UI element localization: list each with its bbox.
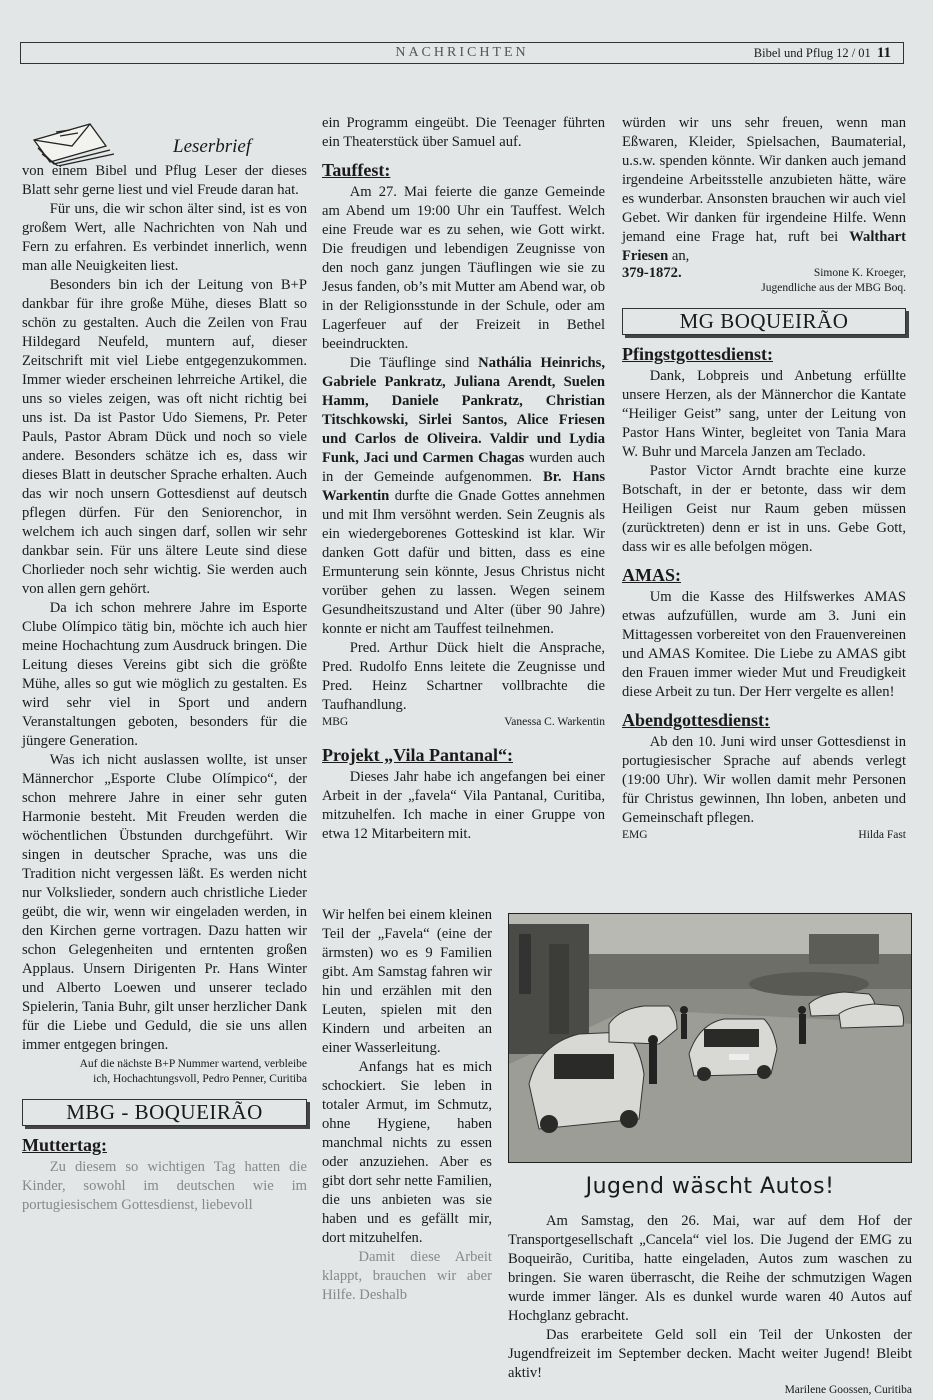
- mg-boqueirao-box: MG BOQUEIRÃO: [622, 308, 906, 335]
- pfingst-heading: Pfingstgottesdienst:: [622, 344, 773, 364]
- sig-org: MBG: [322, 716, 349, 728]
- contact-phone: 379-1872.: [622, 265, 682, 281]
- leserbrief-closing: [22, 1057, 307, 1087]
- envelope-icon: [30, 118, 120, 166]
- page-number: 11: [876, 45, 891, 61]
- closing-line: Auf die nächste B+P Nummer wartend, verbleibe: [79, 1058, 307, 1070]
- vila-continued: [622, 114, 906, 266]
- column-middle: [322, 114, 605, 844]
- contact-name: Walthart Friesen: [622, 229, 906, 264]
- abend-heading: Abendgottesdienst:: [622, 710, 771, 730]
- vila-para: Wir helfen bei einem kleinen Teil der „Favela“ (eine der ärmsten) wo es 9 Familien gibt. Am Samstag fahren wir hin und erzählen mit den Leuten, spielen mit den Kindern und arbeiten an einer Wasserleitung.: [322, 907, 492, 1056]
- text-run: an,: [671, 248, 690, 264]
- jugend-title: Jugend wäscht Autos!: [585, 1174, 835, 1199]
- jugend-para: Am Samstag, den 26. Mai, war auf dem Hof der Transportgesellschaft „Cancela“ viel los. Die Jugend der EMG zu Boqueirão, Curitiba, hatte eingeladen, Autos zum waschen zu bringen. Sie waren überrascht, die Reihe der schmutzigen Wagen wurde immer länger. Als es dunkel wurde waren 40 Autos auf Hochglanz gebracht.: [508, 1213, 912, 1324]
- leserbrief-para: von einem Bibel und Pflug Leser der dieses Blatt sehr gerne liest und viel Freude daran hat.: [22, 163, 307, 198]
- leserbrief-para: Besonders bin ich der Leitung von B+P dankbar für ihre große Mühe, dieses Blatt so schön zu gestalten. Auch die Zeilen von Frau Hildegard Neufeld, muntern auf, dieser Zeitschrift mit viel Liebe entgegenzukommen. Immer wieder erscheinen lehrreiche Artikel, die uns so vieles zeigen, was oft nicht richtig bei uns ist. Da ist Pastor Udo Siemens, Pr. Peter Pauls, Pastor Abram Dück und noch so viele andere. Besonders schätze ich es, dass wir dieses Blatt in deutscher Sprache erhalten. Auch das wir noch unsern Gottesdienst auf deutsch pflegen dürfen. Für den Seniorenchor, in welchem ich auch singen darf, sollen wir sehr dankbar sein. Für uns ältere Leute sind diese Chorlieder noch sehr wichtig. Sie werden auch von allen gern gehört.: [22, 277, 307, 597]
- amas-para: Um die Kasse des Hilfswerkes AMAS etwas aufzufüllen, wurde am 3. Juni ein Mittagessen vorbereitet von den Frauenvereinen und AMAS Komitee. Die Liebe zu AMAS gibt den Frauen immer wieder Mut und Freudigkeit diese Arbeit zu tun. Der Herr vergelte es allen!: [622, 589, 906, 700]
- jugend-para: Das erarbeitete Geld soll ein Teil der Unkosten der Jugendfreizeit im September decken. Macht weiter Jugend! Bleibt aktiv!: [508, 1327, 912, 1381]
- abend-para: Ab den 10. Juni wird unser Gottesdienst in portugiesischer Sprache auf abends verlegt (19:00 Uhr). Wir wollen damit mehr Personen für Christus gewinnen, Ihn loben, anbeten und Gemeinschaft pflegen.: [622, 734, 906, 826]
- tauffest-para: Am 27. Mai feierte die ganze Gemeinde am Abend um 19:00 Uhr ein Tauffest. Welch eine Freude war es zu sehen, wie Gott wirkt. Die freudigen und lebendigen Zeugnisse von den noch ganz jungen Täuflingen wie sie zu Jesus fanden, ob’s mit Mutter am Abend war, ob in der Religionsstunde in der Schule, oder am Lagerfeuer auf der Freizeit in Bethel beeindruckten.: [322, 184, 605, 352]
- muttertag-heading: Muttertag:: [22, 1135, 107, 1155]
- leserbrief-heading: [30, 118, 290, 166]
- vila-para: Anfangs hat es mich schockiert. Sie leben in totaler Armut, im Schmutz, ohne Hygiene, haben manchmal nichts zu essen oder anzuziehen. Aber es gibt dort sehr nette Familien, die uns anbieten was sie haben und es gefällt mir, dort mitzuhelfen.: [322, 1059, 492, 1246]
- section-title: NACHRICHTEN: [395, 45, 529, 60]
- leserbrief-para: Da ich schon mehrere Jahre im Esporte Clube Olímpico tätig bin, möchte ich auch hier meine Hochachtung zum Ausdruck bringen. Die Leitung dieses Vereins gibt sich die größte Mühe, alles so gut wie möglich zu gestalten. Es wird sehr viel in Sport und andern Veranstaltungen geboten, besonders für die jüngere Generation.: [22, 600, 307, 749]
- tauffest-para: Pred. Arthur Dück hielt die Ansprache, Pred. Rudolfo Enns leitete die Zeugnisse und Pred. Heinz Schartner vollbrachte die Taufhandlung.: [322, 640, 605, 713]
- pfingst-para: Pastor Victor Arndt brachte eine kurze Botschaft, in der er betonte, dass wir dem Heiligen Geist nur Raum geben müssen (zurücktreten) denn er ist in uns. Gebe Gott, dass wir es alle befolgen mögen.: [622, 463, 906, 555]
- pfingst-para: Dank, Lobpreis und Anbetung erfüllte unsere Herzen, als der Männerchor die Kantate “Heiliger Geist” sang, unter der Leitung von Pastor Hans Winter, begleitet von Tania Mara W. Buhr und Marcela Janzen am Teclado.: [622, 368, 906, 460]
- tauffest-signature: [322, 715, 605, 730]
- sig-role: Jugendliche aus der MBG Boq.: [761, 282, 906, 294]
- text-run: Die Täuflinge sind: [349, 355, 470, 371]
- leserbrief-title: Leserbrief: [173, 136, 252, 157]
- vila-signature: [622, 266, 906, 281]
- muttertag-continued: ein Programm eingeübt. Die Teenager führten ein Theaterstück über Samuel auf.: [322, 115, 605, 150]
- column-left: [22, 162, 307, 1215]
- publication-name: Bibel und Pflug 12 / 01: [753, 46, 871, 60]
- vila-para: Damit diese Arbeit klappt, brauchen wir aber Hilfe. Deshalb: [322, 1249, 492, 1303]
- vila-heading: Projekt „Vila Pantanal“:: [322, 745, 513, 765]
- car-wash-photo: [508, 913, 912, 1163]
- jugend-article: [508, 1212, 912, 1398]
- mbg-boqueirao-box: MBG - BOQUEIRÃO: [22, 1099, 307, 1126]
- abend-signature: [622, 828, 906, 843]
- closing-line: ich, Hochachtungsvoll, Pedro Penner, Curitiba: [93, 1073, 307, 1085]
- amas-heading: AMAS:: [622, 565, 681, 585]
- muttertag-text: Zu diesem so wichtigen Tag hatten die Kinder, sowohl im deutschen wie im portugiesischem Gottesdienst, liebevoll: [22, 1159, 307, 1213]
- text-run: durfte die Gnade Gottes annehmen und mit Ihm versöhnt werden. Sein Zeugnis als ein wiedergeborenes Gotteskind ist klar. Wir danken Gott dafür und bitten, dass es eine Ermunterung sein könnte, Jesus Christus nicht vorüber gehen zu lassen. Wegen seinem Gesundheitszustand und Alter (über 90 Jahre) konnte er nicht am Tauffest teilnehmen.: [322, 488, 605, 637]
- text-run: würden wir uns sehr freuen, wenn man Eßwaren, Kleider, Spielsachen, Baumaterial, u.s.w. spenden könnte. Wir danken auch jemand irgendeine Arbeitsstelle anzubieten hätte, wäre es wunderbar. Ansonsten brauchen wir auch viel Gebet. Wir danken für irgendeine Hilfe. Wenn jemand eine Frage hat, ruft bei: [622, 115, 906, 245]
- tauffest-para-names: [322, 354, 605, 639]
- jugend-signature: Marilene Goossen, Curitiba: [784, 1384, 912, 1396]
- page-header: [20, 42, 904, 64]
- tauffest-heading: Tauffest:: [322, 160, 391, 180]
- person-name: Br. Hans Warkentin: [322, 469, 605, 504]
- baptism-names: Nathália Heinrichs, Gabriele Pankratz, Juliana Arendt, Suelen Hamm, Daniele Pankratz, Christian Titschkowski, Sirlei Santos, Alice Friesen und Carlos de Oliveira. Valdir und Lydia Funk, Jaci und Carmen Chagas: [322, 355, 605, 466]
- sig-author: Vanessa C. Warkentin: [504, 716, 605, 728]
- leserbrief-para: Für uns, die wir schon älter sind, ist es von großem Wert, alle Nachrichten von Nah und Fern zu erfahren. Es verbindet innerlich, wenn man alle Neuigkeiten liest.: [22, 201, 307, 274]
- text-run: wurden auch in der Gemeinde aufgenommen.: [322, 450, 605, 485]
- sig-author: Hilda Fast: [858, 829, 906, 841]
- column-right: [622, 114, 906, 843]
- leserbrief-para: Was ich nicht auslassen wollte, ist unser Männerchor „Esporte Clube Olímpico“, der schon mehrere Jahre in einer sehr guten Harmonie besteht. Mit Freuden werden die wöchentlichen Übstunden durchgeführt. Wir singen in deutscher Sprache, was uns die Tradition nicht vergessen läßt. Es werden nicht nur Volkslieder, sondern auch christliche Lieder geübt, die wir, wenn wir eingeladen werden, in den Kirchen gerne vortragen. Dazu hatten wir schon Gelegenheiten und erntenten großen Applaus. Unsern Dirigenten Pr. Hans Winter und Alberto Loewen und unserer teclado Spielerin, Tania Buhr, gilt unser herzlicher Dank für die Liebe und Geduld, die sie uns allen immer entgegen bringen.: [22, 752, 307, 1053]
- sig-org: EMG: [622, 829, 648, 841]
- sig-author: Simone K. Kroeger,: [813, 267, 906, 279]
- publication-info: [754, 45, 891, 62]
- vila-para: Dieses Jahr habe ich angefangen bei einer Arbeit in der „favela“ Vila Pantanal, Curitiba, mitzuhelfen. Ich mache in einer Gruppe von etwa 12 Mitarbeitern mit.: [322, 769, 605, 842]
- vila-flow: [322, 906, 492, 1305]
